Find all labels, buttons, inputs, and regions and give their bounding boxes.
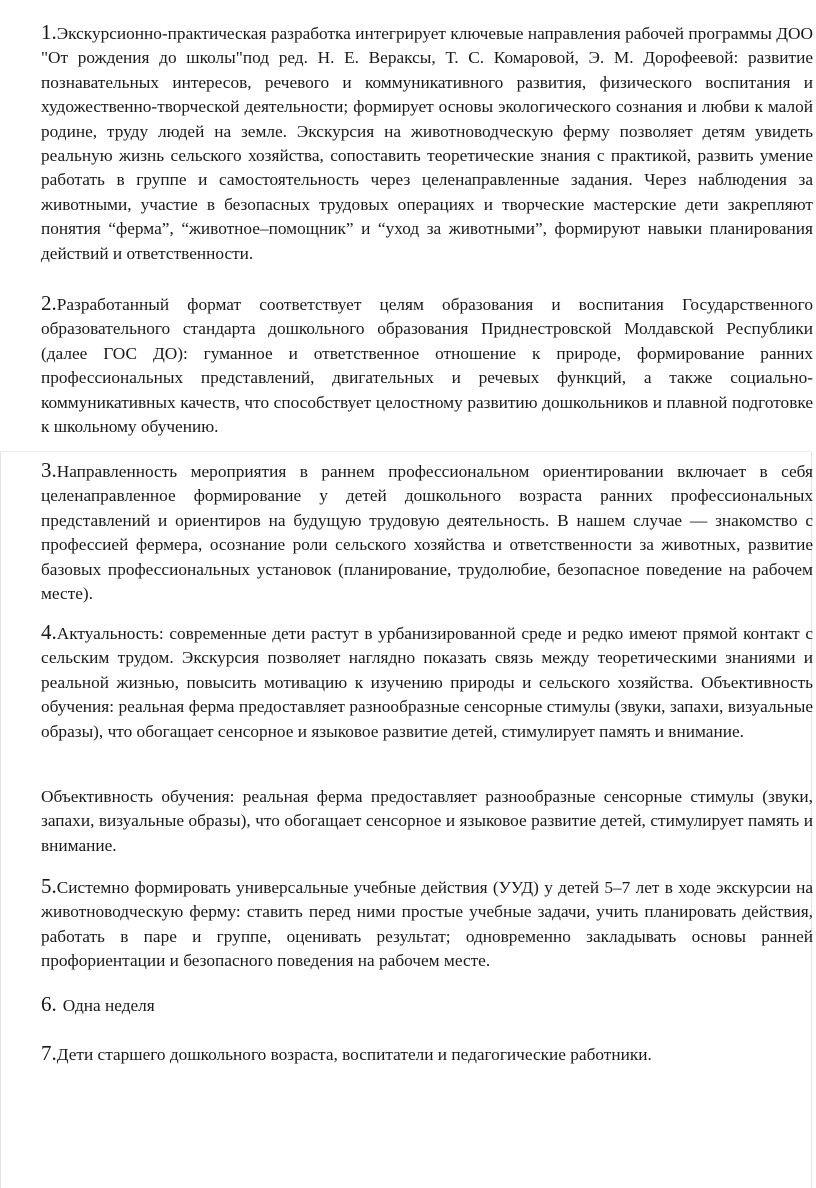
paragraph-number: 7. bbox=[41, 1041, 57, 1065]
paragraph-number: 4. bbox=[41, 620, 57, 644]
paragraph-text: Объективность обучения: реальная ферма предоставляет разнообразные сенсорные стимулы (звуки, запахи, визуальные образы), что обогащает сенсорное и языковое развитие детей, стимулирует память и внимание. bbox=[41, 787, 813, 855]
paragraph-6 bbox=[41, 994, 813, 1018]
paragraph-3 bbox=[41, 460, 813, 606]
paragraph-number: 1. bbox=[41, 20, 57, 44]
paragraph-5 bbox=[41, 876, 813, 974]
paragraph-number: 2. bbox=[41, 291, 57, 315]
paragraph-text: Одна неделя bbox=[62, 996, 155, 1015]
paragraph-7 bbox=[41, 1043, 813, 1067]
paragraph-2 bbox=[41, 293, 813, 439]
paragraph-text: Экскурсионно-практическая разработка интегрирует ключевые направления рабочей программы ДОО "От рождения до школы"под ред. Н. Е. Вераксы, Т. С. Комаровой, Э. М. Дорофеевой: развитие познавательных интересов, речевого и коммуникативного развития, физического воспитания и художественно-творческой деятельности; формирует основы экологического сознания и любви к малой родине, труду людей на земле. Экскурсия на животноводческую ферму позволяет детям увидеть реальную жизнь сельского хозяйства, сопоставить теоретические знания с практикой, развить умение работать в группе и самостоятельность через целенаправленные задания. Через наблюдения за животными, участие в безопасных трудовых операциях и творческие мастерские дети закрепляют понятия “ферма”, “животное–помощник” и “уход за животными”, формируют навыки планирования действий и ответственности. bbox=[41, 24, 813, 263]
paragraph-number: 6. bbox=[41, 992, 57, 1016]
paragraph-text: Актуальность: современные дети растут в урбанизированной среде и редко имеют прямой контакт с сельским трудом. Экскурсия позволяет наглядно показать связь между теоретическими знаниями и реальной жизнью, повысить мотивацию к изучению природы и сельского хозяйства. Объективность обучения: реальная ферма предоставляет разнообразные сенсорные стимулы (звуки, запахи, визуальные образы), что обогащает сенсорное и языковое развитие детей, стимулирует память и внимание. bbox=[41, 624, 813, 741]
paragraph-number: 3. bbox=[41, 458, 57, 482]
paragraph-1 bbox=[41, 22, 813, 266]
paragraph-text: Системно формировать универсальные учебные действия (УУД) у детей 5–7 лет в ходе экскурсии на животноводческую ферму: ставить перед ними простые учебные задачи, учить планировать действия, работать в паре и группе, оценивать результат; одновременно закладывать основы ранней профориентации и безопасного поведения на рабочем месте. bbox=[41, 878, 813, 971]
paragraph-4-continuation bbox=[41, 785, 813, 858]
paragraph-number: 5. bbox=[41, 874, 57, 898]
paragraph-4 bbox=[41, 622, 813, 744]
paragraph-text: Разработанный формат соответствует целям образования и воспитания Государственного образовательного стандарта дошкольного образования Приднестровской Молдавской Республики (далее ГОС ДО): гуманное и ответственное отношение к природе, формирование ранних профессиональных представлений, двигательных и речевых функций, а также социально-коммуникативных качеств, что способствует целостному развитию дошкольников и плавной подготовке к школьному обучению. bbox=[41, 295, 813, 437]
paragraph-text: Направленность мероприятия в раннем профессиональном ориентировании включает в себя целенаправленное формирование у детей дошкольного возраста ранних профессиональных представлений и ориентиров на будущую трудовую деятельность. В нашем случае — знакомство с профессией фермера, осознание роли сельского хозяйства и ответственности за животных, развитие базовых профессиональных установок (планирование, трудолюбие, безопасное поведение на рабочем месте). bbox=[41, 462, 813, 604]
paragraph-text: Дети старшего дошкольного возраста, воспитатели и педагогические работники. bbox=[56, 1045, 652, 1064]
